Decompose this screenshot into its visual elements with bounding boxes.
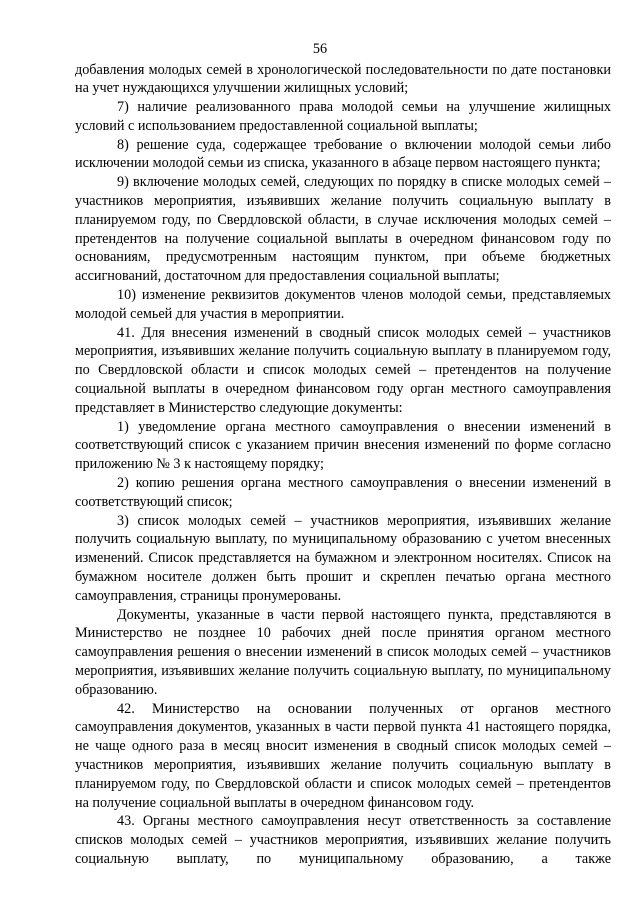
paragraph-41-item-3: 3) список молодых семей – участников мероприятия, изъявивших желание получить социальную выплату, по муниципальному образованию с учетом внесенных изменений. Список представляется на бумажном и электронном носителях. Список на бумажном носителе должен быть прошит и скреплен печатью органа местного самоуправления, страницы пронумерованы. <box>75 512 611 604</box>
paragraph-item-8: 8) решение суда, содержащее требование о включении молодой семьи либо исключении молодой семьи из списка, указанного в абзаце первом настоящего пункта; <box>75 136 611 172</box>
paragraph-item-10: 10) изменение реквизитов документов членов молодой семьи, представляемых молодой семьей для участия в мероприятии. <box>75 287 611 322</box>
paragraph-section-42: 42. Министерство на основании полученных от органов местного самоуправления документов, указанных в части первой пункта 41 настоящего порядка, не чаще одного раза в месяц вносит изменения в сводный список молодых семей – участников мероприятия, изъявивших желание получить социальную выплату в планируемом году, по Свердловской области и список молодых семей – претендентов на получение социальной выплаты в очередном финансовом году. <box>75 700 611 811</box>
paragraph-item-9: 9) включение молодых семей, следующих по порядку в списке молодых семей – участников мероприятия, изъявивших желание получить социальную выплату в планируемом году, по Свердловской области, в случае исключения молодых семей – претендентов на получение социальной выплаты в очередном финансовом году по основаниям, предусмотренным настоящим пунктом, при объеме бюджетных ассигнований, достаточном для предоставления социальной выплаты; <box>75 174 611 285</box>
paragraph-item-7: 7) наличие реализованного права молодой семьи на улучшение жилищных условий с использованием предоставленной социальной выплаты; <box>75 99 611 134</box>
paragraph-41-documents: Документы, указанные в части первой настоящего пункта, представляются в Министерство не позднее 10 рабочих дней после принятия органом местного самоуправления решения о внесении изменений в список молодых семей – участников мероприятия, изъявивших желание получить социальную выплату, по муниципальному образованию. <box>75 606 611 698</box>
paragraph-section-43: 43. Органы местного самоуправления несут ответственность за составление списков молодых семей – участников мероприятия, изъявивших желание получить социальную выплату, по муниципальному образованию, а также <box>75 813 611 867</box>
paragraph-continuation: добавления молодых семей в хронологической последовательности по дате постановки на учет нуждающихся улучшении жилищных условий; <box>75 61 611 97</box>
paragraph-section-41: 41. Для внесения изменений в сводный список молодых семей – участников мероприятия, изъявивших желание получить социальную выплату в планируемом году, по Свердловской области и список молодых семей – претендентов на получение социальной выплаты в очередном финансовом году орган местного самоуправления представляет в Министерство следующие документы: <box>75 324 611 416</box>
paragraph-41-item-1: 1) уведомление органа местного самоуправления о внесении изменений в соответствующий список с указанием причин внесения изменений по форме согласно приложению № 3 к настоящему порядку; <box>75 418 611 473</box>
paragraph-41-item-2: 2) копию решения органа местного самоуправления о внесении изменений в соответствующий список; <box>75 475 611 510</box>
page-number: 56 <box>312 41 328 57</box>
document-body <box>75 61 611 869</box>
